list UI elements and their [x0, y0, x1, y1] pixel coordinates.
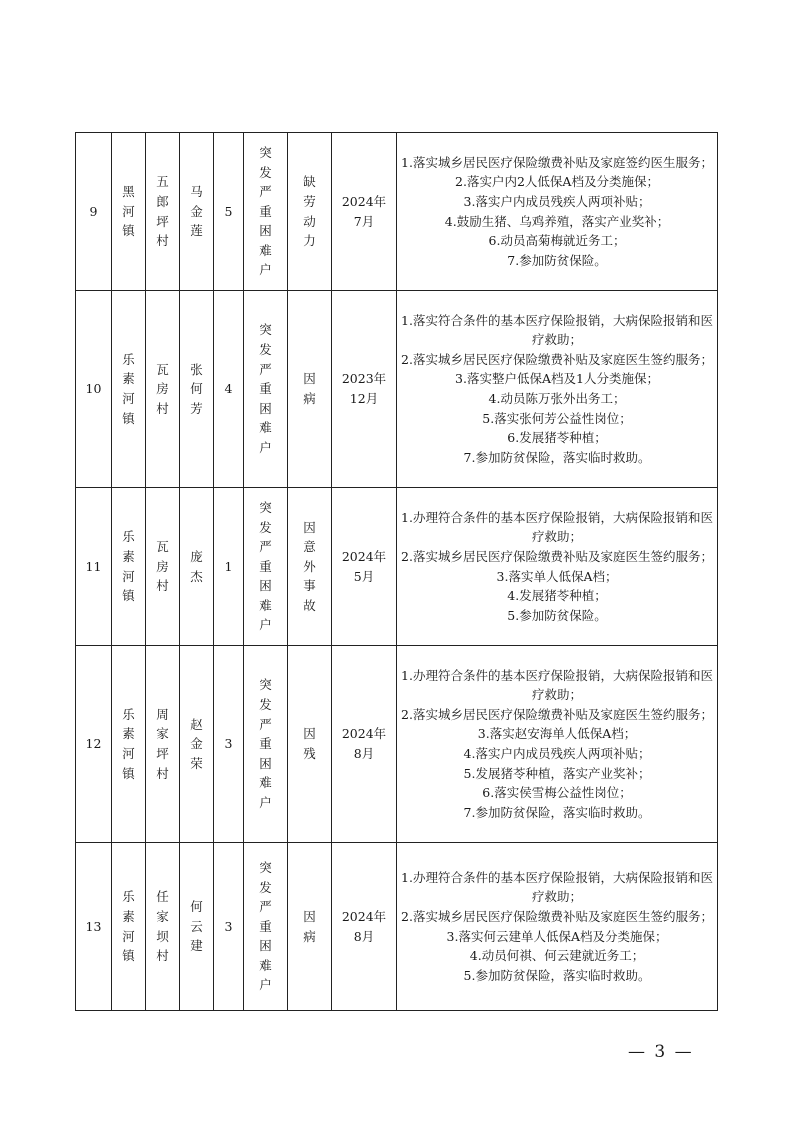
cell-town-text: 乐素河镇 [122, 351, 135, 426]
cell-reason-text: 缺劳动力 [303, 174, 316, 249]
cell-type [244, 488, 288, 646]
cell-town-text: 黑河镇 [122, 184, 135, 239]
cell-village [146, 488, 180, 646]
cell-type-text: 突发严重困难户 [259, 677, 272, 810]
table-row [76, 133, 718, 291]
measure-item: 1.办理符合条件的基本医疗保险报销，大病保险报销和医疗救助； [401, 667, 713, 703]
cell-time [332, 843, 397, 1011]
cell-town [112, 133, 146, 291]
table-row [76, 646, 718, 843]
measure-item: 2.落实城乡居民医疗保险缴费补贴及家庭医生签约服务； [401, 351, 713, 367]
cell-size: 4 [214, 291, 244, 488]
measure-item: 3.落实整户低保A档及1人分类施保； [455, 371, 659, 387]
cell-reason [288, 646, 332, 843]
cell-town-text: 乐素河镇 [122, 706, 135, 781]
cell-size: 1 [214, 488, 244, 646]
cell-time [332, 133, 397, 291]
measure-item: 4.落实户内成员残疾人两项补贴； [463, 746, 651, 761]
table-row [76, 843, 718, 1011]
cell-town [112, 488, 146, 646]
measure-item: 2.落实城乡居民医疗保险缴费补贴及家庭医生签约服务； [401, 706, 713, 722]
measure-item: 2.落实城乡居民医疗保险缴费补贴及家庭医生签约服务； [401, 548, 713, 564]
cell-town [112, 291, 146, 488]
measure-item: 5.发展猪苓种植，落实产业奖补； [463, 765, 651, 781]
cell-village-text: 五郎坪村 [156, 174, 169, 249]
cell-name-text: 赵金荣 [190, 716, 203, 771]
cell-reason [288, 843, 332, 1011]
cell-time [332, 488, 397, 646]
cell-name-text: 庞杰 [190, 548, 203, 584]
cell-type-text: 突发严重困难户 [259, 499, 272, 633]
cell-time-text: 2023年12月 [341, 371, 387, 406]
assistance-table [75, 132, 718, 1011]
measure-item: 3.落实赵安海单人低保A档； [477, 726, 637, 742]
cell-measures [397, 291, 718, 488]
cell-size: 3 [214, 843, 244, 1011]
cell-type-text: 突发严重困难户 [259, 859, 272, 993]
cell-reason-text: 因残 [303, 726, 316, 761]
cell-time-text: 2024年8月 [341, 908, 387, 944]
cell-size: 3 [214, 646, 244, 843]
cell-name-text: 何云建 [190, 899, 203, 954]
cell-type-text: 突发严重困难户 [259, 322, 272, 455]
cell-village-text: 周家坪村 [156, 706, 169, 781]
measure-item: 6.落实侯雪梅公益性岗位； [482, 785, 632, 801]
cell-village-text: 瓦房村 [156, 539, 169, 594]
measure-item: 6.发展猪苓种植； [507, 430, 607, 446]
cell-village [146, 133, 180, 291]
measure-item: 1.办理符合条件的基本医疗保险报销，大病保险报销和医疗救助； [401, 509, 713, 545]
measure-item: 4.鼓励生猪、乌鸡养殖，落实产业奖补； [444, 213, 670, 229]
cell-type-text: 突发严重困难户 [259, 144, 272, 278]
cell-measures [397, 843, 718, 1011]
cell-type [244, 291, 288, 488]
measure-item: 4.动员陈万张外出务工； [488, 391, 626, 406]
cell-reason [288, 133, 332, 291]
cell-measures [397, 133, 718, 291]
cell-village [146, 646, 180, 843]
measure-item: 7.参加防贫保险，落实临时救助。 [463, 804, 651, 820]
cell-time-text: 2024年8月 [341, 726, 387, 761]
measure-item: 3.落实何云建单人低保A档及分类施保； [446, 928, 668, 944]
measure-item: 4.发展猪苓种植； [507, 588, 607, 604]
cell-time-text: 2024年7月 [341, 193, 387, 229]
measure-item: 5.落实张何芳公益性岗位； [482, 410, 632, 426]
measure-item: 2.落实户内2人低保A档及分类施保； [455, 174, 659, 190]
page-number: — 3 — [628, 1042, 694, 1062]
measure-item: 3.落实户内成员残疾人两项补贴； [463, 193, 651, 209]
table-body [76, 133, 718, 1011]
cell-town-text: 乐素河镇 [122, 889, 135, 964]
cell-reason-text: 因意外事故 [303, 519, 316, 613]
cell-type [244, 646, 288, 843]
cell-no: 9 [76, 133, 112, 291]
cell-name [180, 133, 214, 291]
cell-time-text: 2024年5月 [341, 548, 387, 584]
cell-village-text: 任家坝村 [156, 889, 169, 964]
cell-reason-text: 因病 [303, 908, 316, 944]
measure-item: 1.办理符合条件的基本医疗保险报销，大病保险报销和医疗救助； [401, 869, 713, 905]
cell-type [244, 133, 288, 291]
cell-time [332, 291, 397, 488]
cell-size: 5 [214, 133, 244, 291]
measure-item: 6.动员高菊梅就近务工； [488, 233, 626, 249]
measure-item: 5.参加防贫保险，落实临时救助。 [463, 967, 651, 983]
measure-item: 7.参加防贫保险，落实临时救助。 [463, 449, 651, 465]
cell-village-text: 瓦房村 [156, 361, 169, 416]
cell-no: 11 [76, 488, 112, 646]
cell-reason-text: 因病 [303, 371, 316, 406]
cell-name [180, 291, 214, 488]
measure-item: 5.参加防贫保险。 [507, 607, 607, 623]
cell-name-text: 马金莲 [190, 184, 203, 239]
table-row [76, 488, 718, 646]
cell-name [180, 646, 214, 843]
cell-reason [288, 291, 332, 488]
cell-name-text: 张何芳 [190, 361, 203, 416]
cell-type [244, 843, 288, 1011]
cell-no: 13 [76, 843, 112, 1011]
cell-town [112, 843, 146, 1011]
cell-village [146, 291, 180, 488]
cell-no: 12 [76, 646, 112, 843]
cell-measures [397, 646, 718, 843]
table-row [76, 291, 718, 488]
cell-time [332, 646, 397, 843]
measure-item: 3.落实单人低保A档； [496, 568, 618, 584]
cell-name [180, 488, 214, 646]
cell-no: 10 [76, 291, 112, 488]
measure-item: 4.动员何祺、何云建就近务工； [469, 948, 645, 964]
measure-item: 1.落实城乡居民医疗保险缴费补贴及家庭签约医生服务； [401, 154, 713, 170]
measure-item: 7.参加防贫保险。 [507, 252, 607, 268]
cell-measures [397, 488, 718, 646]
cell-name [180, 843, 214, 1011]
cell-village [146, 843, 180, 1011]
cell-town-text: 乐素河镇 [122, 529, 135, 604]
cell-town [112, 646, 146, 843]
cell-reason [288, 488, 332, 646]
measure-item: 1.落实符合条件的基本医疗保险报销，大病保险报销和医疗救助； [401, 312, 713, 348]
measure-item: 2.落实城乡居民医疗保险缴费补贴及家庭医生签约服务； [401, 908, 713, 924]
